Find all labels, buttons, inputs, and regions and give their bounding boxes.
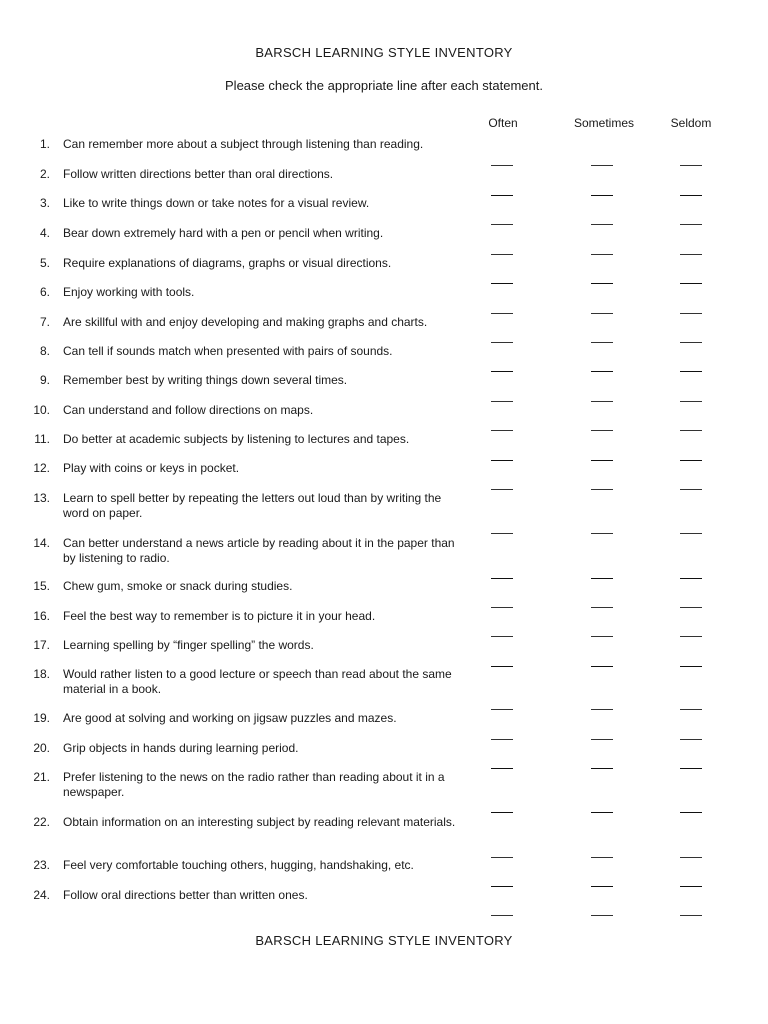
check-line-seldom[interactable] [680, 636, 702, 637]
statement-number: 21. [33, 770, 50, 784]
instructions: Please check the appropriate line after each statement. [225, 78, 543, 93]
check-line-often[interactable] [491, 607, 513, 608]
check-line-seldom[interactable] [680, 533, 702, 534]
statement-text: Feel the best way to remember is to picture it in your head. [63, 609, 376, 623]
check-line-sometimes[interactable] [591, 739, 613, 740]
statement-text: Obtain information on an interesting subject by reading relevant materials. [63, 815, 456, 829]
statement-number: 22. [33, 815, 50, 829]
statement-text: Like to write things down or take notes for a visual review. [63, 196, 370, 210]
statement-text: Grip objects in hands during learning period. [63, 741, 299, 755]
check-line-often[interactable] [491, 165, 513, 166]
check-line-seldom[interactable] [680, 709, 702, 710]
column-header-sometimes: Sometimes [573, 116, 635, 130]
check-line-often[interactable] [491, 283, 513, 284]
statement-text: Do better at academic subjects by listening to lectures and tapes. [63, 432, 410, 446]
statement-number: 15. [33, 579, 50, 593]
check-line-seldom[interactable] [680, 342, 702, 343]
check-line-sometimes[interactable] [591, 886, 613, 887]
check-line-often[interactable] [491, 915, 513, 916]
check-line-seldom[interactable] [680, 283, 702, 284]
check-line-seldom[interactable] [680, 739, 702, 740]
check-line-sometimes[interactable] [591, 607, 613, 608]
statement-text: Are good at solving and working on jigsaw puzzles and mazes. [63, 711, 397, 725]
statement-number: 2. [39, 167, 50, 181]
statement-number: 8. [39, 344, 50, 358]
check-line-sometimes[interactable] [591, 578, 613, 579]
check-line-often[interactable] [491, 195, 513, 196]
statement-number: 6. [39, 285, 50, 299]
check-line-seldom[interactable] [680, 460, 702, 461]
statement-number: 13. [33, 491, 50, 505]
check-line-often[interactable] [491, 489, 513, 490]
check-line-seldom[interactable] [680, 371, 702, 372]
statement-number: 9. [39, 373, 50, 387]
statement-number: 4. [39, 226, 50, 240]
check-line-sometimes[interactable] [591, 283, 613, 284]
check-line-seldom[interactable] [680, 812, 702, 813]
check-line-sometimes[interactable] [591, 342, 613, 343]
check-line-seldom[interactable] [680, 607, 702, 608]
statement-text: Play with coins or keys in pocket. [63, 461, 240, 475]
check-line-often[interactable] [491, 812, 513, 813]
statement-text: Can better understand a news article by reading about it in the paper than by listening to radio. [63, 536, 455, 565]
statement-text: Feel very comfortable touching others, hugging, handshaking, etc. [63, 858, 414, 872]
statement-text: Chew gum, smoke or snack during studies. [63, 579, 293, 593]
check-line-sometimes[interactable] [591, 709, 613, 710]
check-line-often[interactable] [491, 533, 513, 534]
statement-number: 23. [33, 858, 50, 872]
check-line-often[interactable] [491, 342, 513, 343]
statement-number: 20. [33, 741, 50, 755]
statement-number: 1. [39, 137, 50, 151]
check-line-sometimes[interactable] [591, 812, 613, 813]
check-line-seldom[interactable] [680, 886, 702, 887]
check-line-sometimes[interactable] [591, 666, 613, 667]
check-line-often[interactable] [491, 886, 513, 887]
check-line-sometimes[interactable] [591, 254, 613, 255]
statement-number: 3. [39, 196, 50, 210]
check-line-often[interactable] [491, 578, 513, 579]
check-line-seldom[interactable] [680, 857, 702, 858]
check-line-often[interactable] [491, 857, 513, 858]
check-line-seldom[interactable] [680, 313, 702, 314]
check-line-seldom[interactable] [680, 195, 702, 196]
column-header-seldom: Seldom [670, 116, 712, 130]
check-line-often[interactable] [491, 739, 513, 740]
statement-number: 7. [39, 315, 50, 329]
statement-text: Require explanations of diagrams, graphs or visual directions. [63, 256, 392, 270]
statement-number: 12. [33, 461, 50, 475]
check-line-often[interactable] [491, 371, 513, 372]
check-line-sometimes[interactable] [591, 533, 613, 534]
check-line-sometimes[interactable] [591, 430, 613, 431]
statement-number: 19. [33, 711, 50, 725]
statement-number: 17. [33, 638, 50, 652]
check-line-often[interactable] [491, 636, 513, 637]
statement-number: 5. [39, 256, 50, 270]
check-line-often[interactable] [491, 666, 513, 667]
statement-number: 14. [33, 536, 50, 550]
check-line-sometimes[interactable] [591, 165, 613, 166]
check-line-sometimes[interactable] [591, 371, 613, 372]
check-line-seldom[interactable] [680, 915, 702, 916]
check-line-often[interactable] [491, 460, 513, 461]
statement-number: 18. [33, 667, 50, 681]
statement-text: Would rather listen to a good lecture or speech than read about the same material in a book. [63, 667, 452, 696]
column-header-often: Often [488, 116, 518, 130]
check-line-seldom[interactable] [680, 165, 702, 166]
check-line-sometimes[interactable] [591, 195, 613, 196]
statement-text: Learn to spell better by repeating the letters out loud than by writing the word on paper. [63, 491, 442, 520]
check-line-often[interactable] [491, 254, 513, 255]
check-line-sometimes[interactable] [591, 224, 613, 225]
statement-text: Can understand and follow directions on maps. [63, 403, 314, 417]
statement-text: Follow oral directions better than written ones. [63, 888, 308, 902]
check-line-often[interactable] [491, 709, 513, 710]
statement-text: Bear down extremely hard with a pen or pencil when writing. [63, 226, 384, 240]
check-line-often[interactable] [491, 430, 513, 431]
statement-number: 16. [33, 609, 50, 623]
statement-text: Learning spelling by “finger spelling” the words. [63, 638, 314, 652]
statement-text: Follow written directions better than oral directions. [63, 167, 334, 181]
footer-title: BARSCH LEARNING STYLE INVENTORY [255, 933, 513, 948]
check-line-seldom[interactable] [680, 401, 702, 402]
check-line-seldom[interactable] [680, 224, 702, 225]
check-line-seldom[interactable] [680, 489, 702, 490]
check-line-seldom[interactable] [680, 578, 702, 579]
statement-text: Can remember more about a subject through listening than reading. [63, 137, 424, 151]
page-title: BARSCH LEARNING STYLE INVENTORY [255, 45, 513, 60]
check-line-often[interactable] [491, 401, 513, 402]
check-line-seldom[interactable] [680, 666, 702, 667]
check-line-sometimes[interactable] [591, 857, 613, 858]
statement-text: Prefer listening to the news on the radio rather than reading about it in a newspaper. [63, 770, 445, 799]
check-line-sometimes[interactable] [591, 489, 613, 490]
check-line-sometimes[interactable] [591, 768, 613, 769]
statement-number: 11. [34, 432, 50, 446]
statement-text: Remember best by writing things down several times. [63, 373, 348, 387]
statement-text: Are skillful with and enjoy developing and making graphs and charts. [63, 315, 428, 329]
check-line-sometimes[interactable] [591, 401, 613, 402]
check-line-often[interactable] [491, 768, 513, 769]
check-line-often[interactable] [491, 224, 513, 225]
statement-text: Enjoy working with tools. [63, 285, 195, 299]
statement-number: 10. [33, 403, 50, 417]
check-line-seldom[interactable] [680, 430, 702, 431]
check-line-sometimes[interactable] [591, 313, 613, 314]
check-line-sometimes[interactable] [591, 636, 613, 637]
statement-number: 24. [33, 888, 50, 902]
check-line-often[interactable] [491, 313, 513, 314]
check-line-seldom[interactable] [680, 254, 702, 255]
check-line-sometimes[interactable] [591, 460, 613, 461]
check-line-sometimes[interactable] [591, 915, 613, 916]
statement-text: Can tell if sounds match when presented with pairs of sounds. [63, 344, 393, 358]
check-line-seldom[interactable] [680, 768, 702, 769]
